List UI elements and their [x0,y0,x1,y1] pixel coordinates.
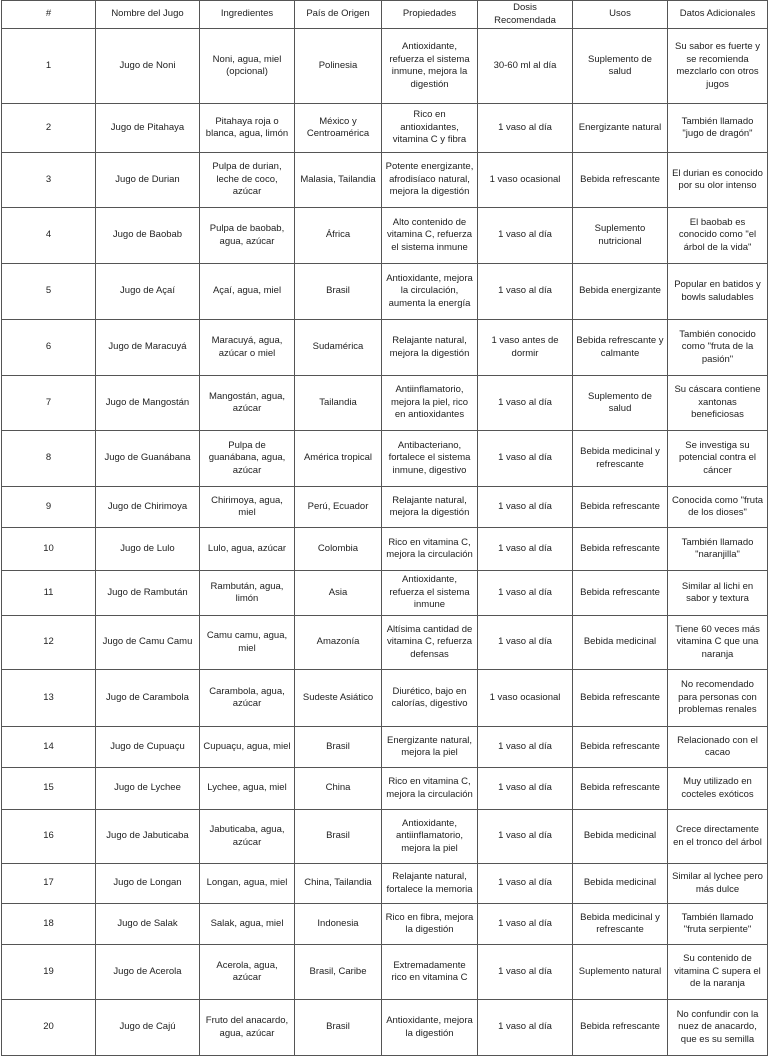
cell-uses: Bebida refrescante [573,571,668,616]
table-row [2,153,768,208]
cell-uses: Suplemento de salud [573,376,668,431]
table-row [2,670,768,727]
cell-uses: Suplemento de salud [573,29,668,104]
cell-row-number: 20 [2,1000,96,1056]
cell-dose: 1 vaso antes de dormir [478,320,573,376]
cell-country: Brasil, Caribe [295,945,382,1000]
header-properties: Propiedades [382,1,478,29]
cell-juice-name: Jugo de Chirimoya [96,487,200,528]
cell-additional-data: Similar al lichi en sabor y textura [668,571,768,616]
cell-ingredients: Carambola, agua, azúcar [200,670,295,727]
header-row [2,1,768,29]
cell-juice-name: Jugo de Carambola [96,670,200,727]
table-row [2,616,768,670]
cell-ingredients: Mangostán, agua, azúcar [200,376,295,431]
cell-dose: 1 vaso al día [478,616,573,670]
cell-additional-data: Relacionado con el cacao [668,727,768,768]
cell-juice-name: Jugo de Baobab [96,208,200,264]
table-row [2,945,768,1000]
table-row [2,29,768,104]
table-row [2,376,768,431]
table-row [2,810,768,864]
cell-dose: 30-60 ml al día [478,29,573,104]
cell-dose: 1 vaso al día [478,571,573,616]
cell-ingredients: Pulpa de durian, leche de coco, azúcar [200,153,295,208]
cell-properties: Relajante natural, mejora la digestión [382,487,478,528]
cell-country: Colombia [295,528,382,571]
cell-additional-data: También llamado "fruta serpiente" [668,904,768,945]
cell-properties: Antiinflamatorio, mejora la piel, rico en antioxidantes [382,376,478,431]
cell-uses: Bebida medicinal y refrescante [573,431,668,487]
cell-properties: Relajante natural, fortalece la memoria [382,864,478,904]
cell-row-number: 10 [2,528,96,571]
cell-properties: Rico en fibra, mejora la digestión [382,904,478,945]
cell-properties: Antioxidante, mejora la circulación, aumenta la energía [382,264,478,320]
cell-juice-name: Jugo de Guanábana [96,431,200,487]
cell-dose: 1 vaso al día [478,904,573,945]
cell-dose: 1 vaso al día [478,376,573,431]
cell-row-number: 5 [2,264,96,320]
table-row [2,727,768,768]
cell-uses: Bebida refrescante [573,487,668,528]
header-dose: Dosis Recomendada [478,1,573,29]
cell-ingredients: Pulpa de baobab, agua, azúcar [200,208,295,264]
cell-ingredients: Salak, agua, miel [200,904,295,945]
cell-row-number: 16 [2,810,96,864]
cell-country: Sudamérica [295,320,382,376]
cell-uses: Bebida medicinal [573,616,668,670]
cell-properties: Antioxidante, antiinflamatorio, mejora la piel [382,810,478,864]
cell-additional-data: El baobab es conocido como "el árbol de la vida" [668,208,768,264]
cell-juice-name: Jugo de Longan [96,864,200,904]
cell-ingredients: Lulo, agua, azúcar [200,528,295,571]
cell-country: Tailandia [295,376,382,431]
cell-row-number: 9 [2,487,96,528]
table-row [2,104,768,153]
cell-uses: Bebida refrescante [573,768,668,810]
cell-additional-data: Su sabor es fuerte y se recomienda mezclarlo con otros jugos [668,29,768,104]
cell-additional-data: Popular en batidos y bowls saludables [668,264,768,320]
cell-uses: Suplemento natural [573,945,668,1000]
header-juice-name: Nombre del Jugo [96,1,200,29]
cell-additional-data: Muy utilizado en cocteles exóticos [668,768,768,810]
cell-juice-name: Jugo de Cupuaçu [96,727,200,768]
cell-country: América tropical [295,431,382,487]
cell-properties: Antioxidante, refuerza el sistema inmune, mejora la digestión [382,29,478,104]
table-body [2,29,768,1056]
cell-ingredients: Chirimoya, agua, miel [200,487,295,528]
cell-dose: 1 vaso al día [478,768,573,810]
cell-properties: Energizante natural, mejora la piel [382,727,478,768]
cell-juice-name: Jugo de Lychee [96,768,200,810]
table-row [2,571,768,616]
cell-juice-name: Jugo de Pitahaya [96,104,200,153]
cell-ingredients: Fruto del anacardo, agua, azúcar [200,1000,295,1056]
cell-country: Perú, Ecuador [295,487,382,528]
cell-country: Asia [295,571,382,616]
cell-juice-name: Jugo de Durian [96,153,200,208]
cell-juice-name: Jugo de Açaí [96,264,200,320]
cell-country: Brasil [295,1000,382,1056]
cell-juice-name: Jugo de Mangostán [96,376,200,431]
cell-row-number: 3 [2,153,96,208]
cell-properties: Antioxidante, mejora la digestión [382,1000,478,1056]
cell-uses: Bebida refrescante [573,727,668,768]
table-row [2,1000,768,1056]
cell-country: Brasil [295,264,382,320]
cell-properties: Rico en vitamina C, mejora la circulación [382,528,478,571]
header-country: País de Origen [295,1,382,29]
cell-properties: Rico en vitamina C, mejora la circulación [382,768,478,810]
cell-dose: 1 vaso al día [478,208,573,264]
cell-row-number: 12 [2,616,96,670]
cell-juice-name: Jugo de Noni [96,29,200,104]
cell-country: Brasil [295,727,382,768]
cell-dose: 1 vaso al día [478,487,573,528]
cell-ingredients: Cupuaçu, agua, miel [200,727,295,768]
header-ingredients: Ingredientes [200,1,295,29]
cell-row-number: 8 [2,431,96,487]
cell-row-number: 18 [2,904,96,945]
cell-additional-data: También conocido como "fruta de la pasión" [668,320,768,376]
cell-additional-data: Crece directamente en el tronco del árbol [668,810,768,864]
cell-properties: Rico en antioxidantes, vitamina C y fibra [382,104,478,153]
cell-properties: Diurético, bajo en calorías, digestivo [382,670,478,727]
cell-juice-name: Jugo de Maracuyá [96,320,200,376]
cell-country: Malasia, Tailandia [295,153,382,208]
table-row [2,264,768,320]
cell-row-number: 6 [2,320,96,376]
cell-juice-name: Jugo de Jabuticaba [96,810,200,864]
cell-uses: Bebida medicinal [573,810,668,864]
cell-ingredients: Longan, agua, miel [200,864,295,904]
cell-country: Indonesia [295,904,382,945]
cell-uses: Bebida refrescante [573,670,668,727]
cell-row-number: 7 [2,376,96,431]
cell-uses: Bebida refrescante [573,153,668,208]
cell-properties: Alto contenido de vitamina C, refuerza el sistema inmune [382,208,478,264]
cell-uses: Suplemento nutricional [573,208,668,264]
cell-row-number: 14 [2,727,96,768]
cell-properties: Extremadamente rico en vitamina C [382,945,478,1000]
cell-juice-name: Jugo de Cajú [96,1000,200,1056]
cell-ingredients: Lychee, agua, miel [200,768,295,810]
header-additional-data: Datos Adicionales [668,1,768,29]
cell-row-number: 13 [2,670,96,727]
cell-ingredients: Açaí, agua, miel [200,264,295,320]
cell-uses: Bebida medicinal [573,864,668,904]
cell-ingredients: Noni, agua, miel (opcional) [200,29,295,104]
cell-country: Brasil [295,810,382,864]
cell-ingredients: Rambután, agua, limón [200,571,295,616]
cell-country: China [295,768,382,810]
cell-row-number: 17 [2,864,96,904]
cell-dose: 1 vaso al día [478,104,573,153]
table-row [2,320,768,376]
cell-dose: 1 vaso al día [478,864,573,904]
cell-additional-data: Su contenido de vitamina C supera el de la naranja [668,945,768,1000]
header-number: # [2,1,96,29]
cell-dose: 1 vaso al día [478,945,573,1000]
cell-ingredients: Camu camu, agua, miel [200,616,295,670]
cell-dose: 1 vaso al día [478,431,573,487]
cell-dose: 1 vaso al día [478,264,573,320]
cell-country: Polinesia [295,29,382,104]
cell-row-number: 19 [2,945,96,1000]
table-row [2,528,768,571]
cell-ingredients: Pulpa de guanábana, agua, azúcar [200,431,295,487]
cell-dose: 1 vaso ocasional [478,153,573,208]
cell-country: África [295,208,382,264]
cell-country: China, Tailandia [295,864,382,904]
cell-row-number: 15 [2,768,96,810]
juice-table [1,0,768,1056]
cell-juice-name: Jugo de Rambután [96,571,200,616]
cell-additional-data: Similar al lychee pero más dulce [668,864,768,904]
cell-country: Amazonía [295,616,382,670]
table-row [2,864,768,904]
cell-additional-data: Conocida como "fruta de los dioses" [668,487,768,528]
cell-additional-data: Se investiga su potencial contra el cáncer [668,431,768,487]
cell-additional-data: También llamado "naranjilla" [668,528,768,571]
cell-properties: Antibacteriano, fortalece el sistema inmune, digestivo [382,431,478,487]
cell-additional-data: No recomendado para personas con problemas renales [668,670,768,727]
table-row [2,487,768,528]
cell-properties: Antioxidante, refuerza el sistema inmune [382,571,478,616]
cell-uses: Bebida refrescante [573,1000,668,1056]
cell-juice-name: Jugo de Lulo [96,528,200,571]
table-row [2,768,768,810]
cell-dose: 1 vaso al día [478,1000,573,1056]
cell-juice-name: Jugo de Acerola [96,945,200,1000]
cell-row-number: 4 [2,208,96,264]
table-row [2,431,768,487]
cell-properties: Relajante natural, mejora la digestión [382,320,478,376]
cell-additional-data: No confundir con la nuez de anacardo, que es su semilla [668,1000,768,1056]
cell-country: Sudeste Asiático [295,670,382,727]
cell-row-number: 2 [2,104,96,153]
cell-row-number: 11 [2,571,96,616]
table-row [2,904,768,945]
cell-ingredients: Acerola, agua, azúcar [200,945,295,1000]
cell-dose: 1 vaso al día [478,810,573,864]
cell-juice-name: Jugo de Salak [96,904,200,945]
cell-additional-data: El durian es conocido por su olor intenso [668,153,768,208]
cell-dose: 1 vaso al día [478,727,573,768]
cell-dose: 1 vaso ocasional [478,670,573,727]
cell-uses: Energizante natural [573,104,668,153]
cell-row-number: 1 [2,29,96,104]
table-row [2,208,768,264]
cell-uses: Bebida refrescante y calmante [573,320,668,376]
cell-ingredients: Maracuyá, agua, azúcar o miel [200,320,295,376]
header-uses: Usos [573,1,668,29]
cell-ingredients: Jabuticaba, agua, azúcar [200,810,295,864]
cell-properties: Altísima cantidad de vitamina C, refuerza defensas [382,616,478,670]
cell-uses: Bebida medicinal y refrescante [573,904,668,945]
cell-uses: Bebida refrescante [573,528,668,571]
cell-juice-name: Jugo de Camu Camu [96,616,200,670]
cell-properties: Potente energizante, afrodisíaco natural, mejora la digestión [382,153,478,208]
cell-uses: Bebida energizante [573,264,668,320]
cell-country: México y Centroamérica [295,104,382,153]
cell-additional-data: También llamado "jugo de dragón" [668,104,768,153]
cell-dose: 1 vaso al día [478,528,573,571]
cell-additional-data: Su cáscara contiene xantonas beneficiosas [668,376,768,431]
cell-additional-data: Tiene 60 veces más vitamina C que una naranja [668,616,768,670]
cell-ingredients: Pitahaya roja o blanca, agua, limón [200,104,295,153]
